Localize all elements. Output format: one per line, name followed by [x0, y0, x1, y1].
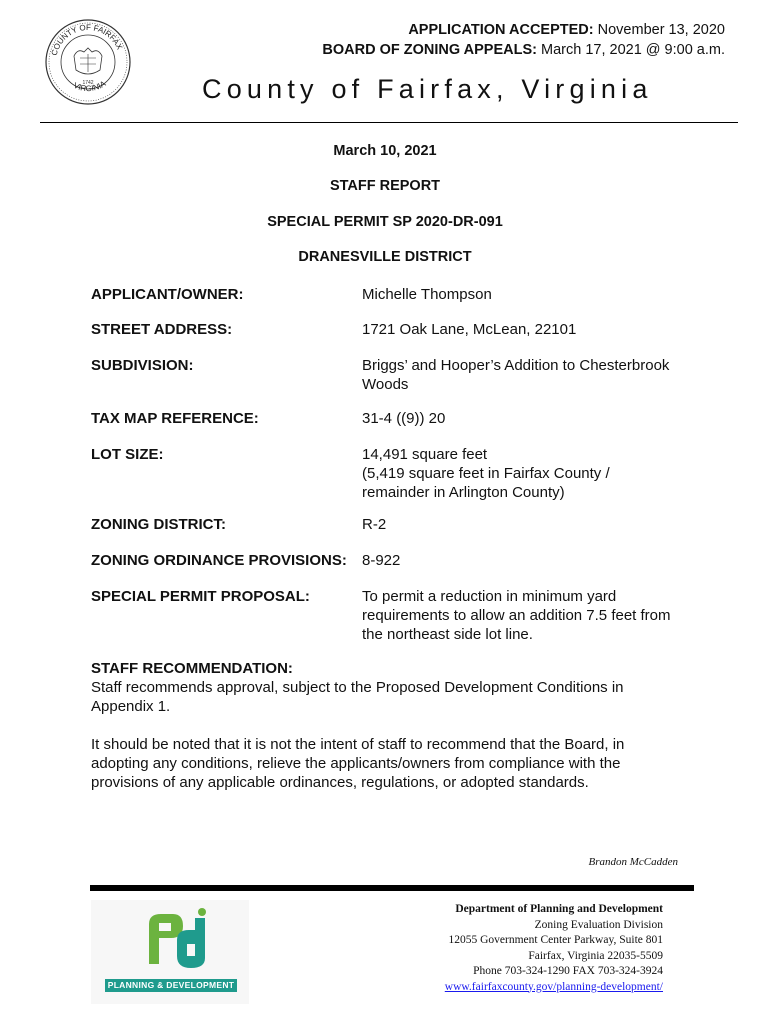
- recommendation-block: [91, 659, 651, 716]
- value-line: 31-4 ((9)) 20: [362, 410, 446, 427]
- field-label: SUBDIVISION:: [91, 357, 194, 374]
- seal-year: 1742: [82, 80, 94, 86]
- field-value: [362, 551, 692, 570]
- field-label: STREET ADDRESS:: [91, 321, 233, 338]
- application-header: [322, 20, 725, 60]
- website-link[interactable]: www.fairfaxcounty.gov/planning-development/: [444, 980, 663, 993]
- value-line: 8-922: [362, 552, 401, 569]
- county-title: County of Fairfax, Virginia: [202, 74, 653, 104]
- pd-logo-icon: [91, 900, 249, 980]
- accepted-date: November 13, 2020: [593, 22, 725, 38]
- value-line: Briggs’ and Hooper’s Addition to Chesterbrook: [362, 357, 670, 374]
- district-name: DRANESVILLE DISTRICT: [298, 249, 472, 265]
- value-line: 1721 Oak Lane, McLean, 22101: [362, 321, 577, 338]
- field-label: SPECIAL PERMIT PROPOSAL:: [91, 588, 310, 605]
- planning-development-logo: [91, 900, 249, 1004]
- accepted-label: APPLICATION ACCEPTED:: [408, 22, 594, 38]
- value-line: To permit a reduction in minimum yard: [362, 588, 617, 605]
- field-value: [362, 285, 692, 304]
- department-name: Department of Planning and Development: [455, 903, 663, 915]
- seal-top-text: COUNTY OF FAIRFAX: [49, 22, 125, 57]
- field-value: [362, 356, 692, 394]
- recommendation-text: Staff recommends approval, subject to the Proposed Development Conditions in Appendix 1.: [91, 679, 624, 715]
- field-label: LOT SIZE:: [91, 446, 164, 463]
- field-label: ZONING ORDINANCE PROVISIONS:: [91, 552, 347, 569]
- permit-number: SPECIAL PERMIT SP 2020-DR-091: [267, 214, 503, 230]
- bza-label: BOARD OF ZONING APPEALS:: [322, 42, 537, 58]
- recommendation-heading: STAFF RECOMMENDATION:: [91, 660, 293, 677]
- logo-caption: PLANNING & DEVELOPMENT: [105, 979, 237, 992]
- bza-date: March 17, 2021 @ 9:00 a.m.: [536, 42, 725, 58]
- value-line: Michelle Thompson: [362, 286, 492, 303]
- footer-divider: [90, 885, 694, 891]
- county-seal-logo: [44, 18, 132, 106]
- field-value: [362, 445, 692, 502]
- value-line: remainder in Arlington County): [362, 484, 565, 501]
- field-value: [362, 409, 692, 428]
- report-date: March 10, 2021: [333, 143, 437, 159]
- field-label: ZONING DISTRICT:: [91, 516, 226, 533]
- field-value: [362, 515, 692, 534]
- application-accepted-line: [322, 20, 725, 40]
- value-line: (5,419 square feet in Fairfax County /: [362, 465, 610, 482]
- value-line: Woods: [362, 376, 409, 393]
- value-line: requirements to allow an addition 7.5 feet from: [362, 607, 671, 624]
- field-label: APPLICANT/OWNER:: [91, 286, 244, 303]
- recommendation-note: It should be noted that it is not the intent of staff to recommend that the Board, in adopting any conditions, relieve the applicants/owners from compliance with the provisions of any applicable ordinances, regulations, or adopted standards.: [91, 736, 625, 791]
- value-line: R-2: [362, 516, 387, 533]
- field-label: TAX MAP REFERENCE:: [91, 410, 259, 427]
- division-name: Zoning Evaluation Division: [534, 918, 663, 931]
- field-value: [362, 587, 692, 644]
- seal-bottom-text: VIRGINIA: [72, 79, 108, 94]
- value-line: the northeast side lot line.: [362, 626, 533, 643]
- signature-name: Brandon McCadden: [588, 856, 678, 868]
- city-state-zip: Fairfax, Virginia 22035-5509: [528, 949, 663, 962]
- header-divider: [40, 122, 738, 123]
- phone-fax: Phone 703-324-1290 FAX 703-324-3924: [473, 965, 663, 977]
- report-type: STAFF REPORT: [329, 178, 441, 194]
- department-address: [445, 902, 663, 995]
- street-address: 12055 Government Center Parkway, Suite 801: [448, 934, 663, 946]
- bza-line: [322, 40, 725, 60]
- value-line: 14,491 square feet: [362, 446, 488, 463]
- field-value: [362, 320, 692, 339]
